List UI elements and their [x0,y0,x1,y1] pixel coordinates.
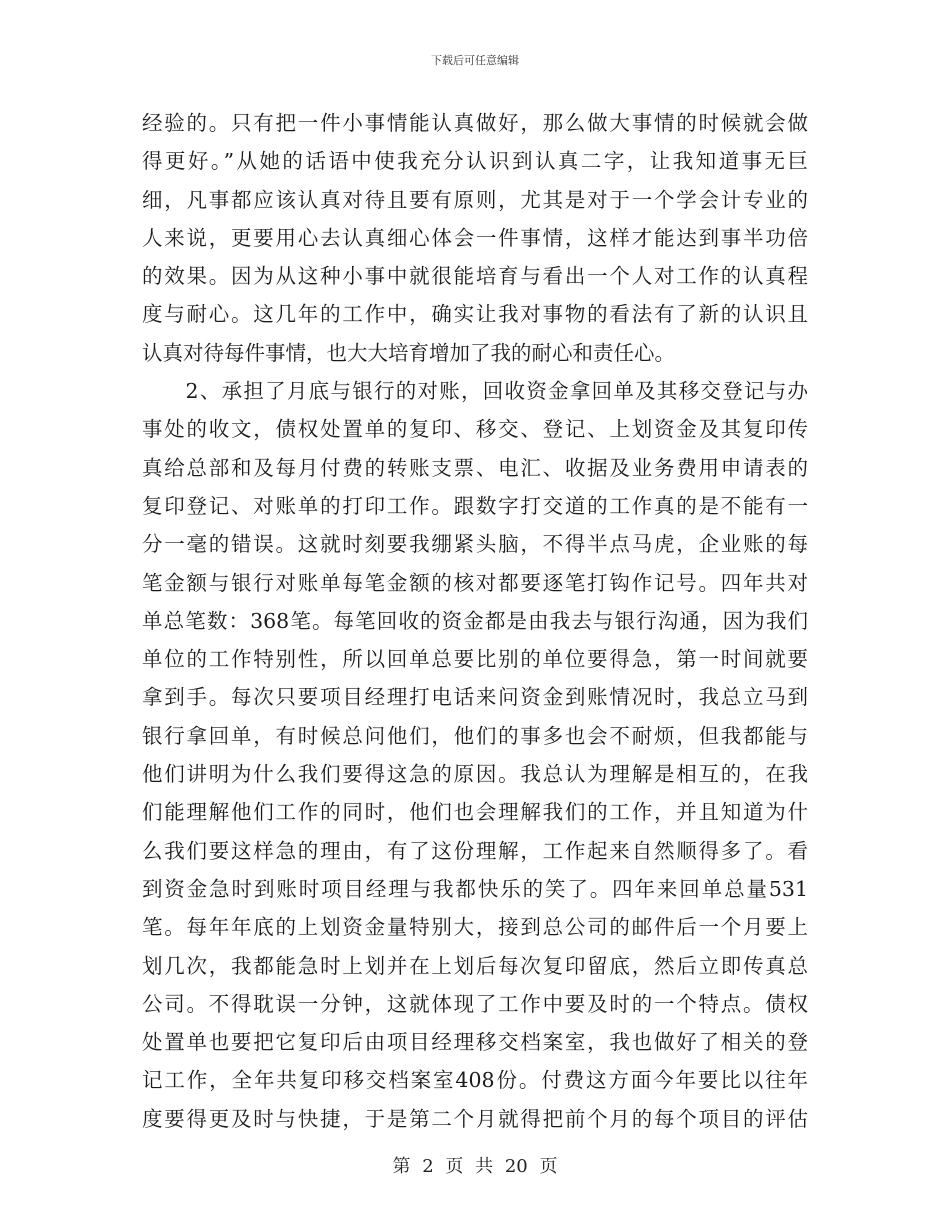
text-line: 人来说，更要用心去认真细心体会一件事情，这样才能达到事半功倍 [142,225,808,250]
text-line: 笔。每年年底的上划资金量特别大，接到总公司的邮件后一个月要上 [142,915,808,940]
text-line: 笔金额与银行对账单每笔金额的核对都要逐笔打钩作记号。四年共对 [142,570,808,595]
text-line: 处置单也要把它复印后由项目经理移交档案室，我也做好了相关的登 [142,1030,808,1055]
text-line: 记工作，全年共复印移交档案室408份。付费这方面今年要比以往年 [142,1068,808,1093]
text-line: 复印登记、对账单的打印工作。跟数字打交道的工作真的是不能有一 [142,493,808,518]
text-line: 公司。不得耽误一分钟，这就体现了工作中要及时的一个特点。债权 [142,991,808,1016]
paragraph-start-line: 2、承担了月底与银行的对账，回收资金拿回单及其移交登记与办 [142,379,808,404]
document-body [142,104,808,1138]
text-line: 分一毫的错误。这就时刻要我绷紧头脑，不得半点马虎，企业账的每 [142,532,808,557]
paragraph-end-line: 认真对待每件事情，也大大培育增加了我的耐心和责任心。 [142,340,675,365]
text-line: 单总笔数：368笔。每笔回收的资金都是由我去与银行沟通，因为我们 [142,608,808,633]
text-line: 单位的工作特别性，所以回单总要比别的单位要得急，第一时间就要 [142,647,808,672]
page-number-footer: 第 2 页 共 20 页 [392,1156,558,1177]
page-header: 下载后可任意编辑 [431,54,519,67]
text-line: 事处的收文，债权处置单的复印、移交、登记、上划资金及其复印传 [142,417,808,442]
text-line: 们能理解他们工作的同时，他们也会理解我们的工作，并且知道为什 [142,800,808,825]
text-line: 他们讲明为什么我们要得这急的原因。我总认为理解是相互的，在我 [142,762,808,787]
text-line: 划几次，我都能急时上划并在上划后每次复印留底，然后立即传真总 [142,953,808,978]
text-line: 么我们要这样急的理由，有了这份理解，工作起来自然顺得多了。看 [142,838,808,863]
text-line: 银行拿回单，有时候总问他们，他们的事多也会不耐烦，但我都能与 [142,723,808,748]
text-line: 度要得更及时与快捷，于是第二个月就得把前个月的每个项目的评估 [142,1106,808,1131]
text-line: 经验的。只有把一件小事情能认真做好，那么做大事情的时候就会做 [142,111,808,135]
text-line: 细，凡事都应该认真对待且要有原则，尤其是对于一个学会计专业的 [142,187,808,212]
text-line: 的效果。因为从这种小事中就很能培育与看出一个人对工作的认真程 [142,264,808,289]
text-line: 得更好。”从她的话语中使我充分认识到认真二字，让我知道事无巨 [142,149,808,174]
text-line: 度与耐心。这几年的工作中，确实让我对事物的看法有了新的认识且 [142,302,808,327]
text-line: 到资金急时到账时项目经理与我都快乐的笑了。四年来回单总量531 [142,876,808,901]
text-line: 真给总部和及每月付费的转账支票、电汇、收据及业务费用申请表的 [142,455,808,480]
text-line: 拿到手。每次只要项目经理打电话来问资金到账情况时，我总立马到 [142,685,808,710]
